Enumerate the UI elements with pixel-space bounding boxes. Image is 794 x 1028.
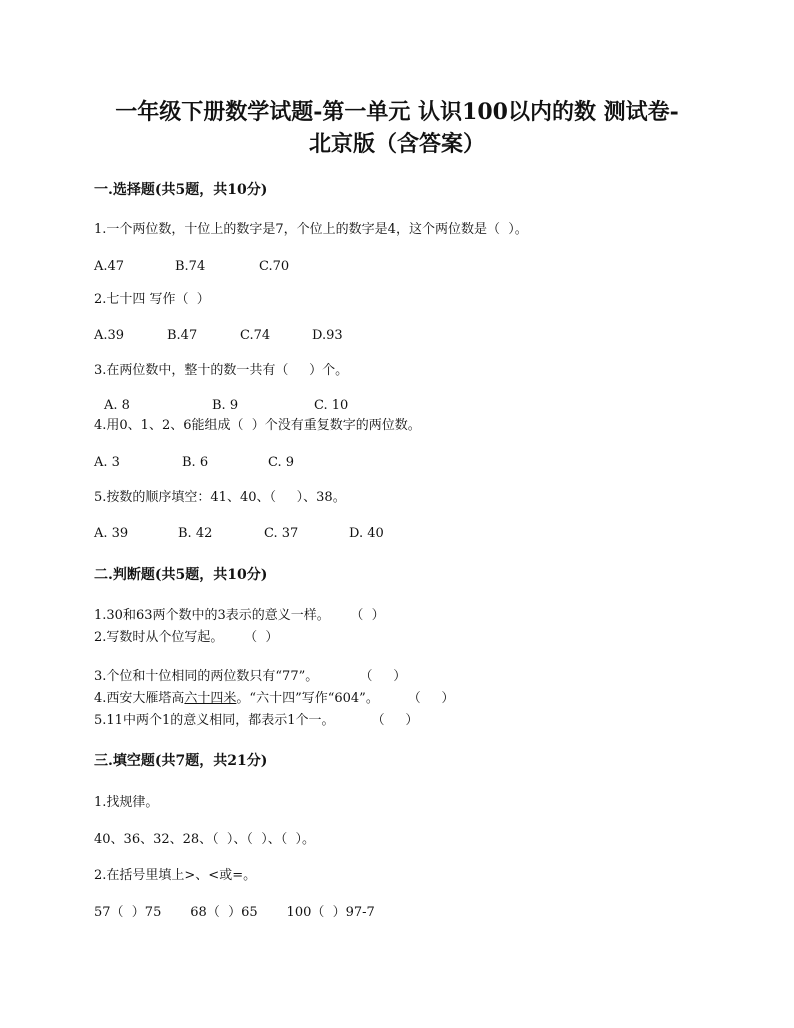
judgement-item-prefix: 4.西安大雁塔高 [94, 691, 185, 706]
document-title-line-2: 北京版（含答案） [308, 131, 485, 157]
option-c: C.74 [240, 328, 271, 343]
option-b: B.74 [175, 259, 206, 274]
judgement-item: 5.11中两个1的意义相同，都表示1个一。 （ ） [94, 713, 419, 728]
option-a: A.47 [94, 259, 125, 274]
option-a: A.39 [94, 328, 125, 343]
judgement-item-suffix: 。“六十四”写作“604”。 （ ） [236, 691, 455, 706]
document-title-line-1: 一年级下册数学试题-第一单元 认识100以内的数 测试卷- [115, 99, 679, 125]
option-a: A. 8 [104, 398, 130, 413]
judgement-item [94, 689, 454, 709]
judgement-item: 1.30和63两个数中的3表示的意义一样。 （ ） [94, 608, 385, 623]
section-heading-judgement: 二.判断题(共5题，共10分) [94, 567, 268, 583]
option-b: B. 9 [212, 398, 239, 413]
option-c: C. 10 [314, 398, 349, 413]
section-heading-fill-in: 三.填空题(共7题，共21分) [94, 753, 268, 769]
option-a: A. 39 [94, 526, 129, 541]
question-text: 4.用0、1、2、6能组成（ ）个没有重复数字的两位数。 [94, 418, 421, 433]
fill-in-question: 1.找规律。 [94, 795, 159, 810]
option-d: D. 40 [349, 526, 384, 541]
section-heading-choice: 一.选择题(共5题，共10分) [94, 182, 268, 198]
option-d: D.93 [312, 328, 343, 343]
judgement-item: 3.个位和十位相同的两位数只有“77”。 （ ） [94, 669, 407, 684]
option-a: A. 3 [94, 455, 120, 470]
question-text: 1.一个两位数，十位上的数字是7，个位上的数字是4，这个两位数是（ ）。 [94, 222, 528, 237]
option-b: B.47 [167, 328, 198, 343]
question-text: 3.在两位数中，整十的数一共有（ ）个。 [94, 363, 349, 378]
fill-in-comparisons: 57（ ）75 68（ ）65 100（ ）97-7 [94, 905, 375, 920]
fill-in-question: 2.在括号里填上>、<或=。 [94, 868, 257, 883]
question-text: 5.按数的顺序填空：41、40、（ ）、38。 [94, 490, 346, 505]
option-b: B. 6 [182, 455, 209, 470]
option-c: C.70 [259, 259, 290, 274]
fill-in-sequence: 40、36、32、28、（ ）、（ ）、（ ）。 [94, 832, 315, 847]
question-text: 2.七十四 写作（ ） [94, 292, 210, 307]
underlined-phrase: 六十四米 [184, 691, 237, 706]
judgement-item: 2.写数时从个位写起。 （ ） [94, 630, 279, 645]
option-c: C. 9 [268, 455, 295, 470]
option-b: B. 42 [178, 526, 213, 541]
option-c: C. 37 [264, 526, 299, 541]
